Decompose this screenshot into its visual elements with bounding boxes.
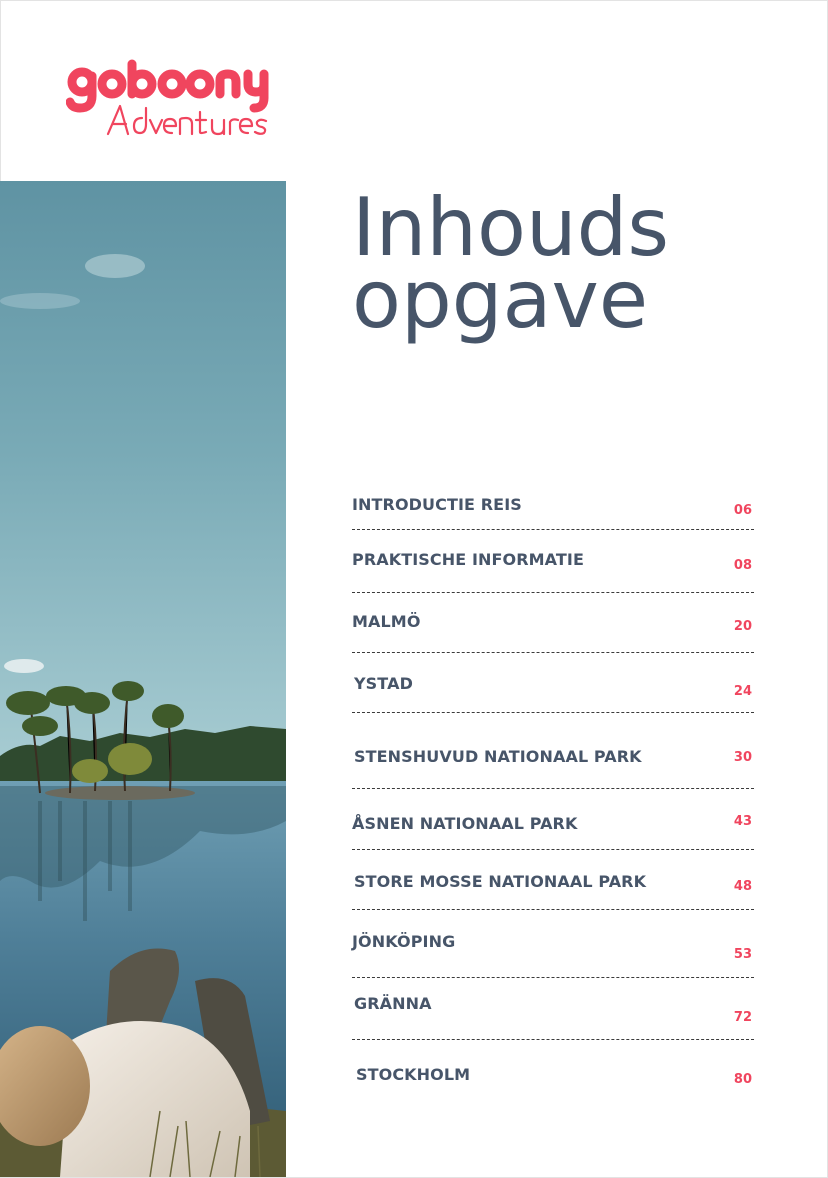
toc-entry-page: 72	[733, 1010, 752, 1025]
dashed-divider	[352, 652, 754, 653]
toc-entry[interactable]	[352, 550, 754, 590]
toc-entry[interactable]	[352, 872, 754, 912]
toc-entry-page: 24	[733, 684, 752, 699]
toc-entry-title: STENSHUVUD NATIONAAL PARK	[354, 747, 642, 766]
dashed-divider	[352, 592, 754, 593]
toc-entry-title: STORE MOSSE NATIONAAL PARK	[354, 872, 647, 891]
toc-entry-title: PRAKTISCHE INFORMATIE	[352, 550, 585, 569]
toc-entry-title: STOCKHOLM	[356, 1065, 471, 1084]
dashed-divider	[352, 788, 754, 789]
toc-entry-title: MALMÖ	[352, 612, 421, 631]
toc-entry-title: GRÄNNA	[354, 994, 432, 1013]
dashed-divider	[352, 977, 754, 978]
toc-entry-page: 06	[733, 503, 752, 518]
toc-entry-page: 30	[733, 750, 752, 765]
toc-entry-title: ÅSNEN NATIONAAL PARK	[352, 814, 578, 833]
toc-entry-title: YSTAD	[354, 674, 413, 693]
toc-entry-page: 08	[733, 558, 752, 573]
toc-entry[interactable]	[352, 612, 754, 652]
toc-entry[interactable]	[352, 994, 754, 1034]
lake-landscape-photo	[0, 181, 286, 1177]
toc-entry[interactable]	[352, 1065, 754, 1105]
toc-entry[interactable]	[352, 814, 754, 854]
toc-entry-page: 48	[733, 879, 752, 894]
dashed-divider	[352, 529, 754, 530]
dashed-divider	[352, 909, 754, 910]
goboony-logo	[66, 58, 290, 138]
toc-entry-page: 80	[733, 1072, 752, 1087]
toc-entry[interactable]	[352, 674, 754, 714]
table-of-contents	[352, 0, 754, 1178]
dashed-divider	[352, 712, 754, 713]
page-title-line1: Inhouds	[352, 181, 670, 274]
dashed-divider	[352, 849, 754, 850]
toc-entry-page: 53	[733, 947, 752, 962]
toc-entry-page: 43	[733, 814, 752, 829]
toc-entry[interactable]	[352, 747, 754, 787]
dashed-divider	[352, 1039, 754, 1040]
toc-entry[interactable]	[352, 932, 754, 972]
page-title-line2: opgave	[352, 253, 649, 346]
toc-entry-page: 20	[733, 619, 752, 634]
toc-entry-title: INTRODUCTIE REIS	[352, 495, 522, 514]
toc-entry-title: JÖNKÖPING	[352, 932, 456, 951]
